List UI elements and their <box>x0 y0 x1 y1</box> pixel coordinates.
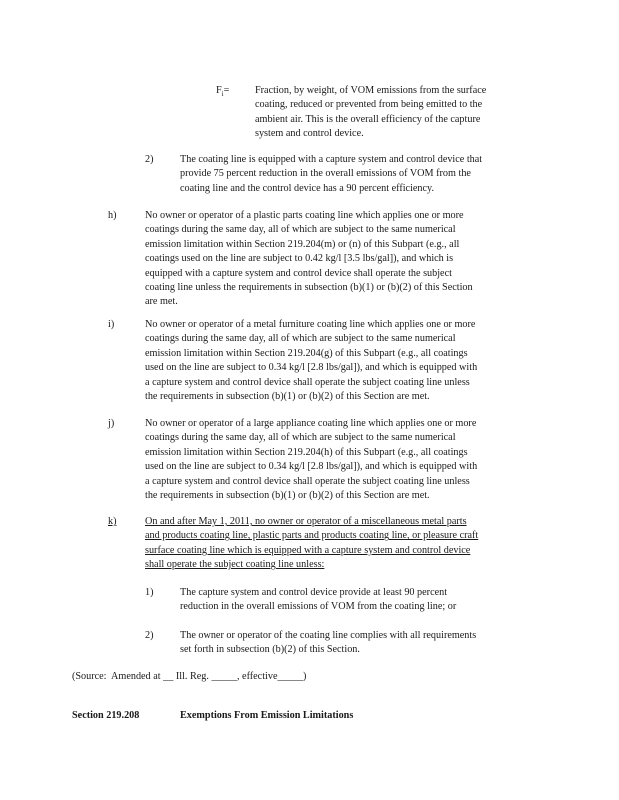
item-j-line: emission limitation within Section 219.204(h) of this Subpart (e.g., all coatings <box>145 446 468 458</box>
item-i-text <box>145 318 477 404</box>
item-2-label: 2) <box>145 154 154 165</box>
source-note: (Source: Amended at __ Ill. Reg. _____, effective_____) <box>72 671 307 682</box>
item-j-line: a capture system and control device shall operate the subject coating line unless <box>145 475 470 487</box>
item-2-line: coating line and the control device has a 90 percent efficiency. <box>180 182 435 194</box>
item-k2-line: set forth in subsection (b)(2) of this Section. <box>180 644 360 656</box>
item-k1-line: reduction in the overall emissions of VOM from the coating line; or <box>180 601 457 613</box>
item-i-label: i) <box>108 319 115 330</box>
item-i-line: coatings during the same day, all of which are subject to the same numerical <box>145 333 456 345</box>
fi-line: system and control device. <box>255 128 364 140</box>
fi-line: coating, reduced or prevented from being emitted to the <box>255 99 483 111</box>
item-2-line: The coating line is equipped with a capture system and control device that <box>180 154 483 165</box>
fi-term-equals: = <box>223 85 230 96</box>
item-2-line: provide 75 percent reduction in the overall emissions of VOM from the <box>180 168 471 180</box>
item-j-label: j) <box>108 418 115 429</box>
section-title: Exemptions From Emission Limitations <box>180 710 354 721</box>
section-number: Section 219.208 <box>72 710 140 721</box>
fi-line: ambient air. This is the overall efficiency of the capture <box>255 113 481 125</box>
fi-term-letter: F <box>216 85 222 96</box>
item-k2-text <box>180 629 476 658</box>
fi-definition-text <box>255 84 486 142</box>
item-k1-label: 1) <box>145 587 154 598</box>
item-k2-label: 2) <box>145 630 154 641</box>
item-h-line: No owner or operator of a plastic parts coating line which applies one or more <box>145 210 464 221</box>
item-j-line: the requirements in subsection (b)(1) or (b)(2) of this Section are met. <box>145 490 430 502</box>
fi-line: Fraction, by weight, of VOM emissions from the surface <box>255 85 487 96</box>
item-h-label: h) <box>108 210 117 221</box>
item-k-line: shall operate the subject coating line unless: <box>145 559 325 571</box>
item-i-line: No owner or operator of a metal furniture coating line which applies one or more <box>145 319 476 330</box>
item-k1-line: The capture system and control device provide at least 90 percent <box>180 587 448 598</box>
item-i-line: the requirements in subsection (b)(1) or (b)(2) of this Section are met. <box>145 391 430 403</box>
item-h-line: equipped with a capture system and control device shall operate the subject <box>145 267 452 279</box>
item-i-line: used on the line are subject to 0.34 kg/l [2.8 lbs/gal]), and which is equipped with <box>145 362 478 374</box>
item-j-line: coatings during the same day, all of which are subject to the same numerical <box>145 432 456 444</box>
item-2-text <box>180 153 482 196</box>
item-h-line: are met. <box>145 296 178 308</box>
item-h-line: coatings during the same day, all of which are subject to the same numerical <box>145 224 456 236</box>
item-k1-text <box>180 586 456 615</box>
item-k-label: k) <box>108 516 117 527</box>
fi-term <box>216 84 229 101</box>
item-k-line: On and after May 1, 2011, no owner or operator of a miscellaneous metal parts <box>145 516 467 527</box>
item-k-line: surface coating line which is equipped with a capture system and control device <box>145 544 471 556</box>
item-i-line: emission limitation within Section 219.204(g) of this Subpart (e.g., all coatings <box>145 347 468 359</box>
item-h-line: coating line unless the requirements in subsection (b)(1) or (b)(2) of this Section <box>145 282 473 294</box>
fi-term-subscript: i <box>221 90 224 99</box>
item-k2-line: The owner or operator of the coating line complies with all requirements <box>180 630 477 641</box>
item-j-line: used on the line are subject to 0.34 kg/l [2.8 lbs/gal]), and which is equipped with <box>145 461 478 473</box>
item-j-text <box>145 417 477 503</box>
item-k-text <box>145 515 478 573</box>
item-h-line: coatings used on the line are subject to 0.42 kg/l [3.5 lbs/gal]), and which is <box>145 253 454 265</box>
item-i-line: a capture system and control device shall operate the subject coating line unless <box>145 376 470 388</box>
item-h-text <box>145 209 473 310</box>
item-j-line: No owner or operator of a large appliance coating line which applies one or more <box>145 418 477 429</box>
item-h-line: emission limitation within Section 219.204(m) or (n) of this Subpart (e.g., all <box>145 238 460 250</box>
item-k-line: and products coating line, plastic parts and products coating line, or pleasure craft <box>145 530 479 542</box>
